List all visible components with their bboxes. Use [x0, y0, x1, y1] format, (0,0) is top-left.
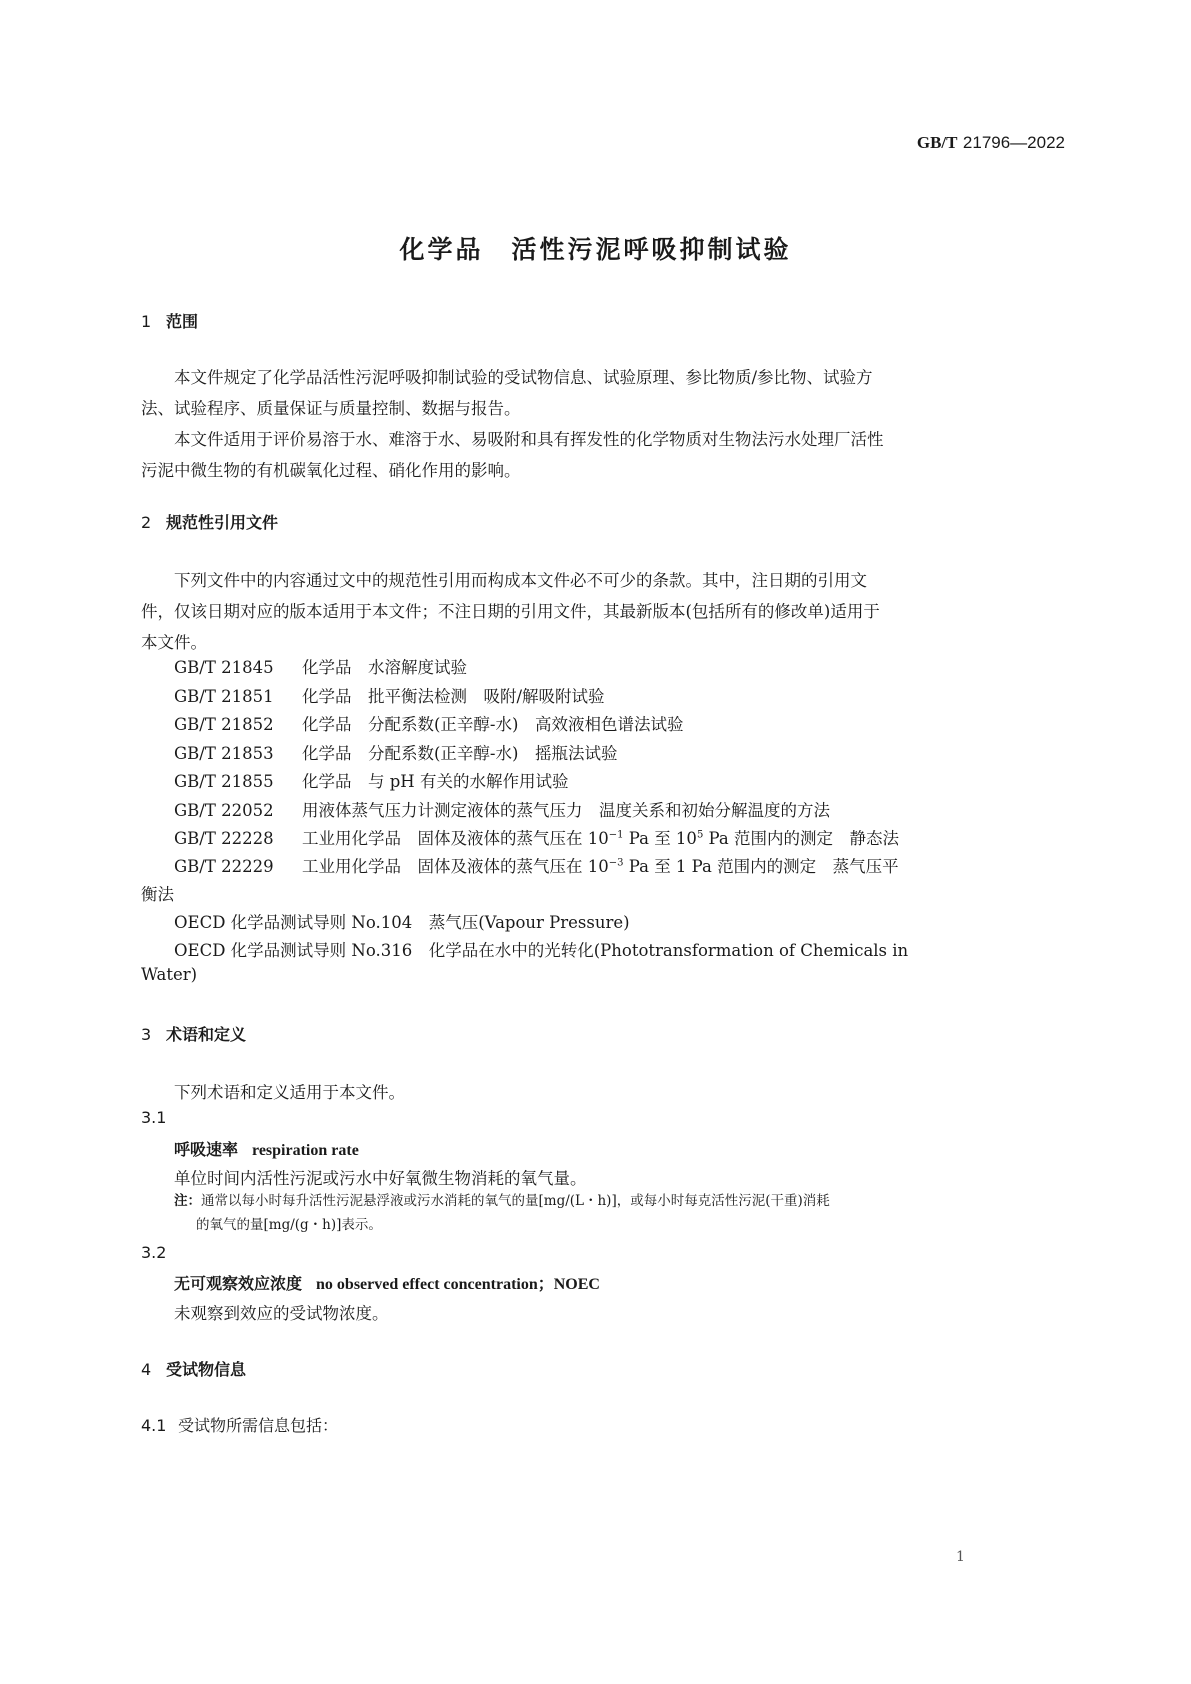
reference-title: 化学品 与 pH 有关的水解作用试验 — [302, 772, 569, 791]
section-number: 4 — [141, 1360, 152, 1379]
reference-item — [174, 654, 467, 678]
text-line: 污泥中微生物的有机碳氧化过程、硝化作用的影响。 — [141, 461, 521, 480]
section-title: 规范性引用文件 — [166, 513, 279, 532]
standard-prefix: GB/T — [916, 133, 958, 152]
page-number: 1 — [956, 1549, 965, 1565]
section-number: 1 — [141, 312, 152, 331]
note-label: 注： — [174, 1193, 201, 1209]
term-en: respiration rate — [252, 1142, 359, 1159]
reference-item — [174, 768, 568, 792]
reference-code: GB/T 21852 — [174, 715, 274, 734]
reference-title: 化学品 批平衡法检测 吸附/解吸附试验 — [302, 687, 605, 706]
term-en: no observed effect concentration；NOEC — [316, 1276, 600, 1293]
term-number: 3.2 — [141, 1243, 167, 1262]
reference-title: Pa 至 10 — [623, 829, 697, 848]
term-definition: 未观察到效应的受试物浓度。 — [174, 1304, 389, 1323]
reference-title: 化学品 分配系数(正辛醇-水) 高效液相色谱法试验 — [302, 715, 684, 734]
note-text: 的氧气的量[mg/(g・h)]表示。 — [196, 1217, 382, 1233]
reference-title: 工业用化学品 固体及液体的蒸气压在 10 — [302, 829, 609, 848]
term-number: 3.1 — [141, 1108, 167, 1127]
reference-item — [174, 711, 683, 735]
reference-title: Pa 至 1 Pa 范围内的测定 蒸气压平 — [623, 857, 899, 876]
scope-paragraph-2 — [141, 424, 1065, 486]
section-4-heading — [141, 1357, 246, 1380]
reference-code: GB/T 21855 — [174, 772, 274, 791]
reference-code: GB/T 21853 — [174, 744, 274, 763]
term-heading — [174, 1271, 600, 1294]
document-title: 化学品 活性污泥呼吸抑制试验 — [399, 235, 792, 264]
text-line: 法、试验程序、质量保证与质量控制、数据与报告。 — [141, 399, 521, 418]
section-2-heading — [141, 510, 278, 533]
reference-continuation: Water) — [141, 965, 198, 984]
term-note — [174, 1189, 1064, 1237]
normative-intro — [141, 565, 1065, 658]
standard-number: 21796—2022 — [962, 133, 1065, 152]
standard-code — [917, 133, 1065, 153]
reference-item — [174, 740, 617, 764]
note-text: 通常以每小时每升活性污泥悬浮液或污水消耗的氧气的量[mg/(L・h)]，或每小时每克活性污泥(干重)消耗 — [201, 1193, 830, 1209]
text-line: 本文件适用于评价易溶于水、难溶于水、易吸附和具有挥发性的化学物质对生物法污水处理厂活性 — [174, 430, 884, 449]
section-3-heading — [141, 1022, 246, 1045]
reference-continuation: 衡法 — [141, 885, 174, 904]
text-line: 件，仅该日期对应的版本适用于本文件；不注日期的引用文件，其最新版本(包括所有的修改单)适用于 — [141, 602, 880, 621]
term-heading — [174, 1137, 359, 1160]
reference-item — [174, 797, 830, 821]
reference-item — [174, 825, 899, 849]
reference-code: GB/T 21851 — [174, 687, 274, 706]
subclause-4-1 — [141, 1413, 338, 1436]
reference-code: GB/T 22052 — [174, 801, 274, 820]
superscript: −1 — [608, 829, 624, 841]
term-definition: 单位时间内活性污泥或污水中好氧微生物消耗的氧气量。 — [174, 1169, 587, 1188]
reference-item — [174, 683, 605, 707]
text-line: 本文件。 — [141, 633, 207, 652]
section-number: 3 — [141, 1025, 152, 1044]
reference-item: OECD 化学品测试导则 No.316 化学品在水中的光转化(Phototransformation of Chemicals in — [174, 941, 909, 960]
reference-code: GB/T 22229 — [174, 857, 274, 876]
subclause-text: 受试物所需信息包括： — [178, 1416, 339, 1435]
reference-item — [174, 853, 899, 877]
reference-item: OECD 化学品测试导则 No.104 蒸气压(Vapour Pressure) — [174, 913, 630, 932]
terms-intro: 下列术语和定义适用于本文件。 — [174, 1083, 405, 1102]
term-zh: 无可观察效应浓度 — [174, 1274, 303, 1293]
text-line: 本文件规定了化学品活性污泥呼吸抑制试验的受试物信息、试验原理、参比物质/参比物、试验方 — [174, 368, 873, 387]
reference-code: GB/T 21845 — [174, 658, 274, 677]
reference-title: 工业用化学品 固体及液体的蒸气压在 10 — [302, 857, 609, 876]
reference-title: 化学品 水溶解度试验 — [302, 658, 467, 677]
reference-title: 用液体蒸气压力计测定液体的蒸气压力 温度关系和初始分解温度的方法 — [302, 801, 830, 820]
section-number: 2 — [141, 513, 152, 532]
text-line: 下列文件中的内容通过文中的规范性引用而构成本文件必不可少的条款。其中，注日期的引用文 — [174, 571, 867, 590]
section-title: 范围 — [166, 312, 199, 331]
superscript: 5 — [696, 829, 704, 841]
reference-title: Pa 范围内的测定 静态法 — [703, 829, 900, 848]
subclause-number: 4.1 — [141, 1416, 167, 1435]
term-zh: 呼吸速率 — [174, 1140, 239, 1159]
section-title: 受试物信息 — [166, 1360, 247, 1379]
scope-paragraph-1 — [141, 362, 1065, 424]
section-title: 术语和定义 — [166, 1025, 247, 1044]
reference-title: 化学品 分配系数(正辛醇-水) 摇瓶法试验 — [302, 744, 618, 763]
section-1-heading — [141, 309, 198, 332]
reference-code: GB/T 22228 — [174, 829, 274, 848]
superscript: −3 — [608, 857, 624, 869]
